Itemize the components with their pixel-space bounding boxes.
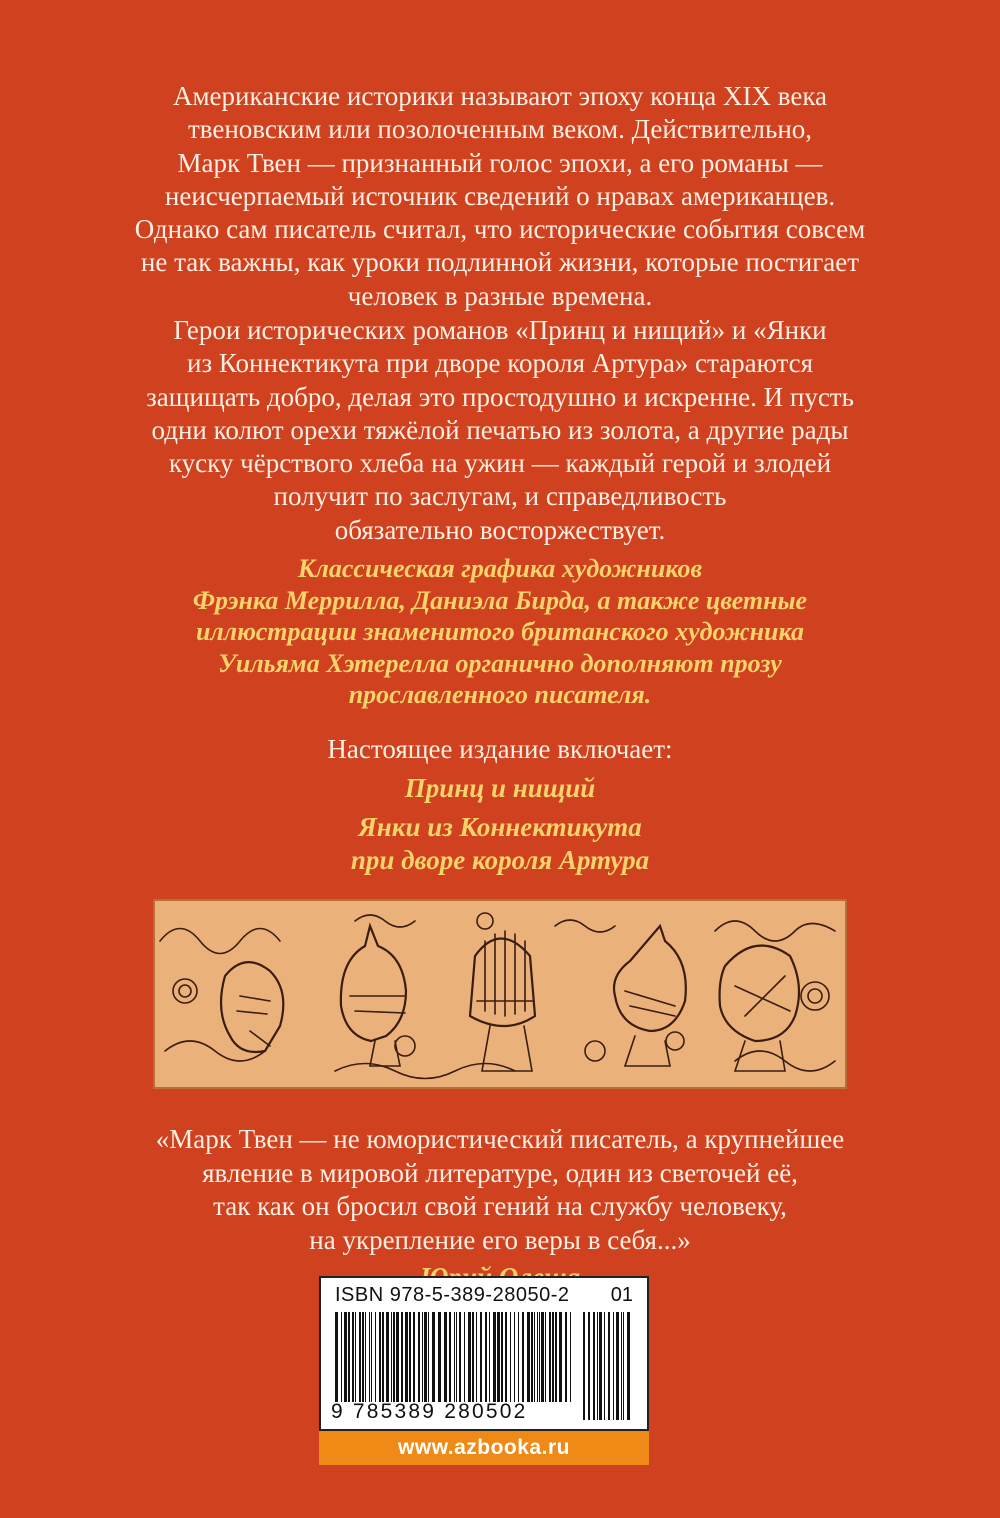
barcode-bar: [552, 1312, 554, 1402]
heroes-line: получит по заслугам, и справедливость: [273, 481, 727, 512]
barcode-bar: [405, 1312, 408, 1402]
barcode-bar: [464, 1312, 465, 1402]
illustrations-note-line: иллюстрации знаменитого британского художника: [195, 617, 805, 646]
barcode-bar: [613, 1312, 614, 1420]
heroes-line: из Коннектикута при дворе короля Артура» стараются: [187, 348, 813, 379]
barcode-bar: [599, 1312, 602, 1420]
isbn-addon-label: 01: [610, 1284, 633, 1306]
barcode-bar: [424, 1312, 427, 1402]
ean-digits: 9 785389 280502: [331, 1400, 528, 1423]
barcode-bar: [449, 1312, 451, 1402]
intro-line: человек в разные времена.: [347, 280, 653, 311]
website-url[interactable]: www.azbooka.ru: [319, 1431, 649, 1465]
intro-line: неисчерпаемый источник сведений о нравах американцев.: [164, 180, 836, 211]
barcode-bar: [493, 1312, 496, 1402]
illustrations-note-line: Уильяма Хэтерелла органично дополняют прозу: [218, 648, 782, 678]
barcode-bar: [485, 1312, 487, 1402]
barcode-bar: [401, 1312, 403, 1402]
barcode-bar: [597, 1312, 598, 1420]
barcode-bar: [555, 1312, 557, 1402]
barcode-bar: [531, 1312, 533, 1402]
barcode-bar: [396, 1312, 399, 1402]
barcode-bar: [459, 1312, 461, 1402]
barcode-bar: [514, 1312, 515, 1402]
barcode-bar: [379, 1312, 381, 1402]
knight-helmets-illustration: [153, 899, 847, 1089]
barcode-bar: [359, 1312, 361, 1402]
barcode-bar: [365, 1312, 366, 1402]
barcode-bar: [616, 1312, 619, 1420]
barcode-bar: [362, 1312, 364, 1402]
barcode-bar: [588, 1312, 590, 1420]
barcode-bar: [621, 1312, 622, 1420]
barcode-bar: [565, 1312, 567, 1402]
barcode-bar: [393, 1312, 395, 1402]
barcode-bar: [527, 1312, 530, 1402]
barcode-bar: [418, 1312, 420, 1402]
barcode-bar: [344, 1312, 347, 1402]
barcode-bar: [391, 1312, 392, 1402]
barcode-bar: [545, 1312, 546, 1402]
heroes-line: куску чёрствого хлеба на ужин — каждый герой и злодей: [168, 448, 832, 479]
barcode-bar: [534, 1312, 535, 1402]
contents-section: [0, 733, 1000, 877]
barcode-bar: [539, 1312, 540, 1402]
barcode-bar: [352, 1312, 354, 1402]
barcode-bar: [438, 1312, 441, 1402]
barcode-bar: [480, 1312, 482, 1402]
quote-line: «Марк Твен — не юмористический писатель, а крупнейшее: [155, 1124, 845, 1154]
barcode-bar: [472, 1312, 474, 1402]
barcode-bar: [422, 1312, 423, 1402]
barcode-bar: [604, 1312, 605, 1420]
barcode-bar: [501, 1312, 503, 1402]
barcode-bar: [627, 1312, 630, 1420]
barcode-bar: [335, 1312, 338, 1402]
barcode-bar: [413, 1312, 415, 1402]
heroes-paragraph: [0, 314, 1000, 547]
barcode-bar: [570, 1312, 571, 1402]
barcode-bar: [348, 1312, 350, 1402]
barcode-bar: [549, 1312, 551, 1402]
intro-line: Марк Твен — признанный голос эпохи, а его романы —: [177, 147, 823, 178]
barcode-bar: [476, 1312, 477, 1402]
quote-line: так как он бросил свой гений на службу человеку,: [213, 1191, 787, 1221]
barcode-bar: [608, 1312, 610, 1420]
ean-barcode: [335, 1312, 575, 1402]
barcode-bar: [468, 1312, 471, 1402]
barcode-bar: [497, 1312, 500, 1402]
illustrations-note-line: Классическая графика художников: [297, 554, 703, 583]
barcode-bar: [444, 1312, 447, 1402]
contents-title: Янки из Коннектикута: [358, 812, 642, 842]
illustrations-note: [0, 553, 1000, 711]
intro-paragraph: [0, 80, 1000, 313]
barcode-bar: [355, 1312, 356, 1402]
quote-line: на укрепление его веры в себя...»: [309, 1224, 691, 1255]
barcode-bar: [369, 1312, 370, 1402]
barcode-bar: [583, 1312, 585, 1420]
heroes-line: обязательно восторжествует.: [334, 514, 666, 545]
barcode-bar: [432, 1312, 435, 1402]
barcode-bar: [409, 1312, 411, 1402]
illustrations-note-line: Фрэнка Меррилла, Даниэла Бирда, а также цветные: [192, 585, 808, 615]
barcode-bar: [489, 1312, 490, 1402]
intro-line: не так важны, как уроки подлинной жизни, которые постигает: [140, 247, 860, 278]
addon-barcode: [583, 1312, 633, 1420]
barcode-bar: [537, 1312, 538, 1402]
barcode-bar: [510, 1312, 511, 1402]
intro-line: Американские историки называют эпоху конца XIX века: [172, 81, 828, 111]
barcode-bar: [386, 1312, 389, 1402]
barcode-bar: [623, 1312, 624, 1420]
barcode-bar: [505, 1312, 507, 1402]
barcode-bar: [341, 1312, 342, 1402]
barcode-bar: [375, 1312, 376, 1402]
helmets-drawing: [155, 901, 845, 1087]
barcode-bar: [559, 1312, 562, 1402]
barcode-bar: [454, 1312, 455, 1402]
quote-line: явление в мировой литературе, один из светочей её,: [202, 1157, 798, 1188]
barcode-panel: [319, 1276, 649, 1431]
intro-line: Однако сам писатель считал, что исторические события совсем: [134, 214, 866, 245]
contents-title: при дворе короля Артура: [350, 845, 650, 875]
barcode-bar: [456, 1312, 457, 1402]
barcode-bar: [541, 1312, 544, 1402]
quote-section: [0, 1123, 1000, 1295]
barcode-bar: [382, 1312, 384, 1402]
isbn-label: ISBN 978-5-389-28050-2: [335, 1284, 570, 1306]
contents-title: Принц и нищий: [404, 773, 596, 803]
contents-heading: Настоящее издание включает:: [327, 734, 673, 764]
barcode-bar: [593, 1312, 595, 1420]
illustrations-note-line: прославленного писателя.: [348, 680, 652, 709]
heroes-line: защищать добро, делая это простодушно и искренне. И пусть: [146, 381, 854, 412]
barcode-bar: [428, 1312, 429, 1402]
heroes-line: одни колют орехи тяжёлой печатью из золота, а другие рады: [151, 414, 849, 445]
barcode-bar: [522, 1312, 524, 1402]
intro-line: твеновским или позолоченным веком. Действительно,: [187, 114, 813, 145]
heroes-line: Герои исторических романов «Принц и нищий» и «Янки: [173, 315, 827, 345]
barcode-bar: [371, 1312, 372, 1402]
barcode-bar: [518, 1312, 519, 1402]
